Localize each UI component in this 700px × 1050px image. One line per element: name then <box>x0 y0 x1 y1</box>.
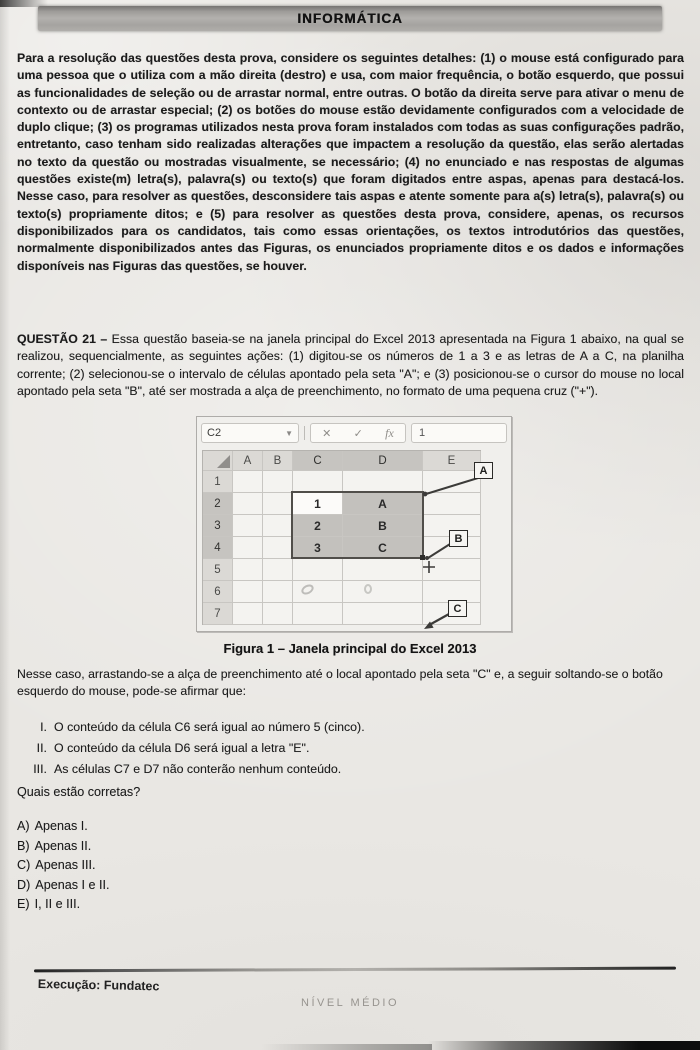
statement-3-numeral: III. <box>33 762 47 776</box>
excel-formula-bar <box>201 421 507 445</box>
option-c-text: Apenas III. <box>35 858 96 872</box>
footer-execution-label: Execução: Fundatec <box>37 977 160 994</box>
column-header-e: E <box>423 451 481 471</box>
statement-2-text: O conteúdo da célula D6 será igual a letra "E". <box>54 741 310 755</box>
cell-a2 <box>233 493 263 515</box>
cell-e2 <box>423 493 481 515</box>
cell-a1 <box>233 471 263 493</box>
cell-b3 <box>263 515 293 537</box>
cell-d2: A <box>343 493 423 515</box>
insert-function-icon: fx <box>385 425 394 440</box>
option-e-letter: E) <box>17 897 30 911</box>
cell-c3: 2 <box>293 515 343 537</box>
formula-bar-divider <box>304 426 305 440</box>
cell-c2: 1 <box>293 493 343 515</box>
option-e <box>17 895 110 915</box>
arrow-label-c: C <box>448 600 467 617</box>
column-header-a: A <box>233 451 263 471</box>
option-d-text: Apenas I e II. <box>35 877 110 892</box>
excel-name-box <box>201 423 299 443</box>
statement-1 <box>17 717 684 738</box>
cancel-icon: ✕ <box>322 427 332 440</box>
scan-streak-bottom-right <box>428 1041 700 1050</box>
cell-a6 <box>233 581 263 603</box>
column-header-c: C <box>293 451 343 471</box>
excel-grid <box>202 450 481 625</box>
option-e-text: I, II e III. <box>34 897 81 911</box>
row-header-1: 1 <box>203 471 233 493</box>
option-d-letter: D) <box>17 877 31 892</box>
scan-streak-bottom <box>262 1044 432 1050</box>
statement-1-text: O conteúdo da célula C6 será igual ao número 5 (cinco). <box>54 720 365 734</box>
column-header-b: B <box>263 451 293 471</box>
section-header-bar <box>38 6 662 31</box>
row-header-6: 6 <box>203 581 233 603</box>
option-a-text: Apenas I. <box>34 819 88 833</box>
question-body-text: Essa questão baseia-se na janela principal do Excel 2013 apresentada na Figura 1 abaixo, na qual se realizou, sequencialmente, as seguintes ações: (1) digitou-se os números de 1 a 3 e as letras de A a C, na planilha corrente; (2) selecionou-se o intervalo de células apontado pela seta "A"; e (3) posicionou-se o cursor do mouse no local apontado pela seta "B", até ser mostrada a alça de preenchimento, no formato de uma pequena cruz ("+"). <box>17 332 685 398</box>
figure-caption: Figura 1 – Janela principal do Excel 2013 <box>223 641 477 656</box>
cell-a4 <box>233 537 263 559</box>
cell-c4: 3 <box>293 537 343 559</box>
arrow-label-b: B <box>449 530 468 547</box>
statement-3-text: As células C7 e D7 não conterão nenhum conteúdo. <box>54 762 342 776</box>
formula-buttons <box>310 423 406 443</box>
row-header-3: 3 <box>203 515 233 537</box>
cell-d7 <box>343 603 423 625</box>
scan-edge-left <box>0 0 10 1050</box>
select-all-triangle-icon <box>217 455 230 468</box>
option-a-letter: A) <box>17 819 30 833</box>
section-title: INFORMÁTICA <box>297 11 403 26</box>
option-b-letter: B) <box>17 838 30 853</box>
cell-d6 <box>343 581 423 603</box>
cell-d1 <box>343 471 423 493</box>
option-b <box>17 837 110 857</box>
row-header-5: 5 <box>203 559 233 581</box>
cell-b7 <box>263 603 293 625</box>
cell-a7 <box>233 603 263 625</box>
statement-2-numeral: II. <box>36 741 47 755</box>
option-c <box>17 856 110 876</box>
option-d <box>17 876 110 896</box>
cell-b4 <box>263 537 293 559</box>
statement-1-numeral: I. <box>40 720 47 734</box>
cell-b6 <box>263 581 293 603</box>
cell-d4: C <box>343 537 423 559</box>
instructions-paragraph: Para a resolução das questões desta prova, considere os seguintes detalhes: (1) o mouse está configurado para uma pessoa que o utiliza com a mão direita (destro) e usa, com maior frequência, o botão esquerdo, que possui as funcionalidades de seleção ou de arrastar normal, entre outras. O botão da direita serve para ativar o menu de contexto ou de arrastar especial; (2) os botões do mouse estão devidamente configurados com a velocidade de duplo clique; (3) os programas utilizados nesta prova foram instalados com todas as suas configurações padrão, entretanto, caso tenham sido realizadas alterações que impactem a resolução da questão, elas serão alertadas no texto da questão ou mostradas visualmente, se necessário; (4) no enunciado e nas respostas de algumas questões existe(m) letra(s), palavra(s) ou texto(s) que foram digitados entre aspas, apenas para destacá-los. Nesse caso, para resolver as questões, desconsidere tais aspas e atente somente para a(s) letra(s), palavra(s) ou texto(s) propriamente ditos; e (5) para resolver as questões desta prova, considere, apenas, os recursos disponibilizados para os candidatos, tais como essas orientações, os textos introdutórios das questões, normalmente disponibilizados antes das Figuras, os enunciados propriamente ditos e os dados e informações disponíveis nas Figuras das questões, se houver. <box>17 51 684 273</box>
statements-list <box>17 717 684 780</box>
cell-e5 <box>423 559 481 581</box>
enter-icon: ✓ <box>353 427 363 440</box>
cell-a3 <box>233 515 263 537</box>
cell-c1 <box>293 471 343 493</box>
formula-bar-value: 1 <box>411 423 507 443</box>
option-c-letter: C) <box>17 858 31 872</box>
option-a <box>17 817 110 837</box>
question-number-label: QUESTÃO 21 – <box>17 332 108 346</box>
cell-e1 <box>423 471 481 493</box>
chevron-down-icon: ▼ <box>285 428 293 438</box>
cell-b5 <box>263 559 293 581</box>
answer-options <box>17 817 110 915</box>
name-box-value: C2 <box>207 427 222 439</box>
excel-window-figure <box>196 416 512 632</box>
cell-b2 <box>263 493 293 515</box>
row-header-2: 2 <box>203 493 233 515</box>
cell-d5 <box>343 559 423 581</box>
footer-level-label: NÍVEL MÉDIO <box>301 997 399 1009</box>
arrow-label-a: A <box>474 462 493 479</box>
followup-paragraph: Nesse caso, arrastando-se a alça de preenchimento até o local apontado pela seta "C" e, a seguir soltando-se o botão esquerdo do mouse, pode-se afirmar que: <box>17 667 663 699</box>
question-21-paragraph <box>17 331 684 400</box>
question-prompt: Quais estão corretas? <box>17 785 141 799</box>
row-header-7: 7 <box>203 603 233 625</box>
cell-d3: B <box>343 515 423 537</box>
row-header-4: 4 <box>203 537 233 559</box>
statement-2 <box>17 738 684 759</box>
cell-b1 <box>263 471 293 493</box>
cell-c7 <box>293 603 343 625</box>
cell-c5 <box>293 559 343 581</box>
footer-rule <box>34 967 676 972</box>
option-b-text: Apenas II. <box>34 838 92 853</box>
select-all-corner <box>203 451 233 471</box>
cell-a5 <box>233 559 263 581</box>
column-header-d: D <box>343 451 423 471</box>
scan-ghost-mark <box>364 584 372 594</box>
statement-3 <box>17 759 684 780</box>
